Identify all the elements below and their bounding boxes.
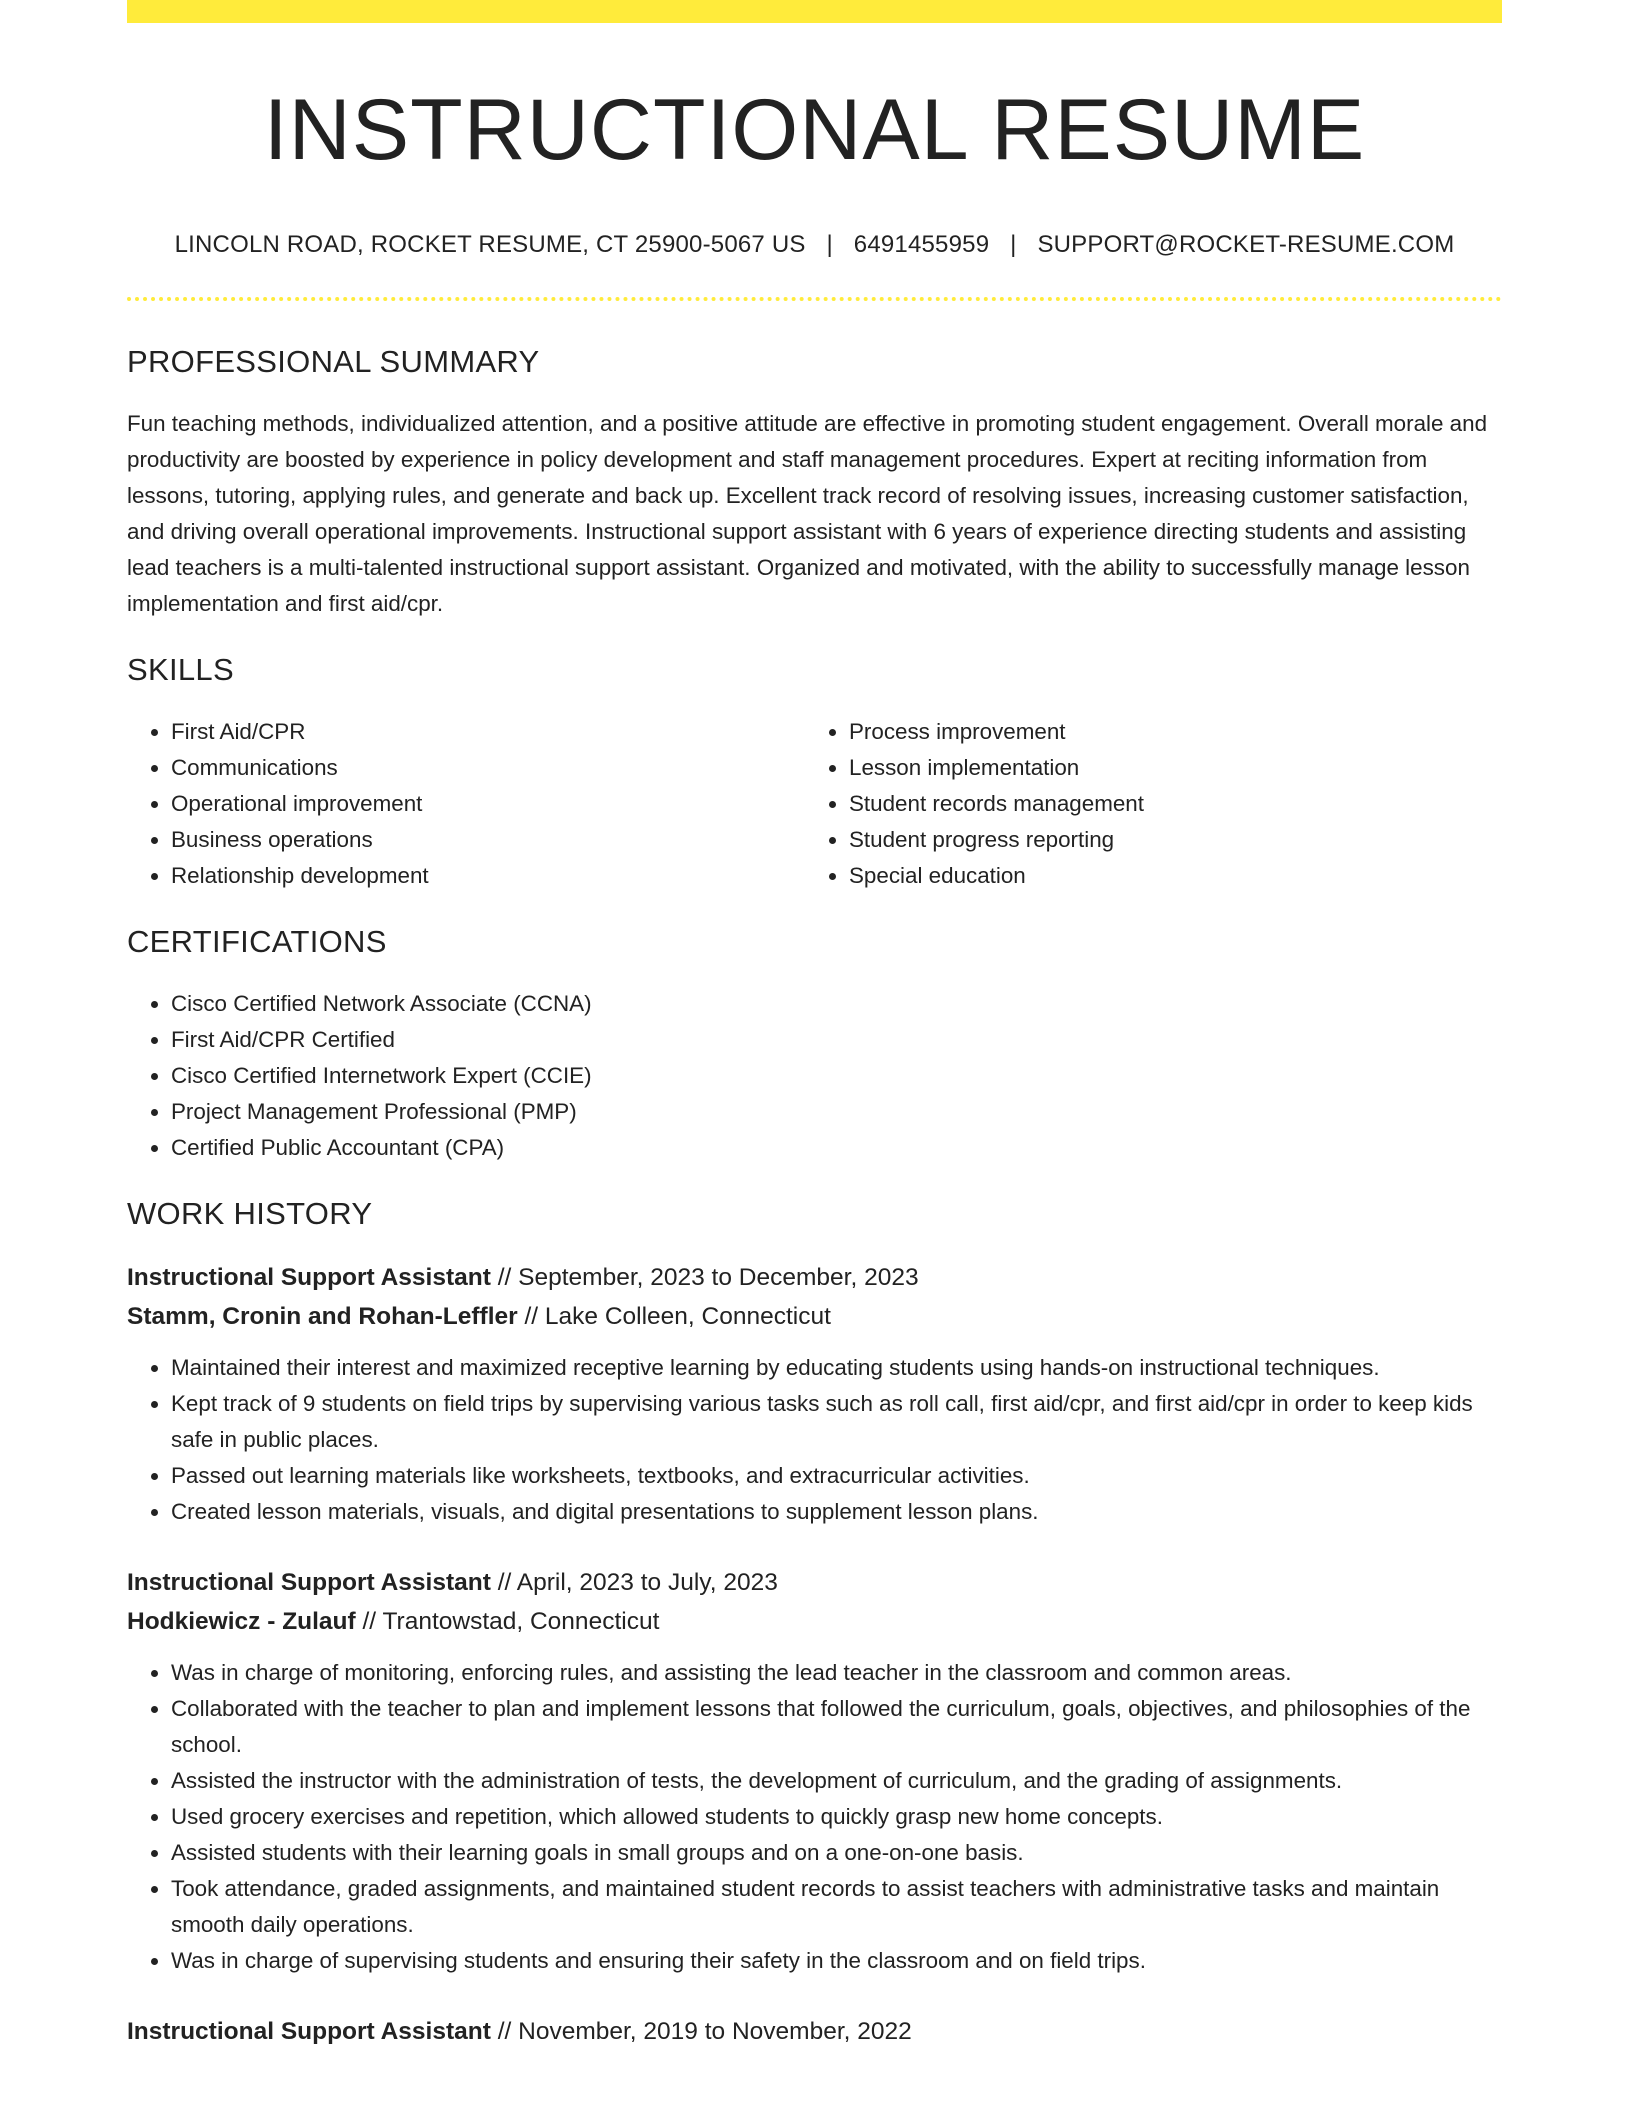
job-dates: // April, 2023 to July, 2023: [497, 1569, 778, 1596]
job-bullet: • Collaborated with the teacher to plan and implement lessons that followed the curriculum, goals, objectives, and philosophies of the school.: [171, 1691, 1502, 1763]
skills-columns: [127, 714, 1502, 894]
job-bullet: • Was in charge of monitoring, enforcing rules, and assisting the lead teacher in the classroom and common areas.: [171, 1655, 1502, 1691]
job-dates: // September, 2023 to December, 2023: [497, 1264, 919, 1291]
job-title: Instructional Support Assistant: [127, 1569, 491, 1596]
skill-item: • Communications: [171, 750, 805, 786]
job-company-line: [127, 1297, 1502, 1336]
dotted-divider: [127, 297, 1502, 301]
contact-address: LINCOLN ROAD, ROCKET RESUME, CT 25900-5067 US: [174, 231, 806, 258]
job-bullet: • Kept track of 9 students on field trips by supervising various tasks such as roll call, first aid/cpr, and first aid/cpr in order to keep kids safe in public places.: [171, 1386, 1502, 1458]
skill-item: • Business operations: [171, 822, 805, 858]
skill-item: • Process improvement: [849, 714, 1483, 750]
certification-item: • Cisco Certified Internetwork Expert (CCIE): [171, 1058, 1502, 1094]
summary-text: Fun teaching methods, individualized attention, and a positive attitude are effective in promoting student engagement. Overall morale and productivity are boosted by experience in policy development and staff management procedures. Expert at reciting information from lessons, tutoring, applying rules, and generate and back up. Excellent track record of resolving issues, increasing customer satisfaction, and driving overall operational improvements. Instructional support assistant with 6 years of experience directing students and assisting lead teachers is a multi-talented instructional support assistant. Organized and motivated, with the ability to successfully manage lesson implementation and first aid/cpr.: [127, 411, 1488, 616]
skill-item: • Relationship development: [171, 858, 805, 894]
job-bullet: • Was in charge of supervising students and ensuring their safety in the classroom and on field trips.: [171, 1943, 1502, 1979]
job-company-line: [127, 1602, 1502, 1641]
certification-item: • First Aid/CPR Certified: [171, 1022, 1502, 1058]
job-company: Hodkiewicz - Zulauf: [127, 1608, 356, 1635]
job-title-line: [127, 1258, 1502, 1297]
skill-item: • First Aid/CPR: [171, 714, 805, 750]
job-title: Instructional Support Assistant: [127, 2018, 491, 2045]
certification-item: • Certified Public Accountant (CPA): [171, 1130, 1502, 1166]
certifications-list: [127, 986, 1502, 1166]
resume-content: [127, 0, 1502, 2051]
skills-list-right: [805, 714, 1483, 894]
job-bullet: • Maintained their interest and maximized receptive learning by educating students using hands-on instructional techniques.: [171, 1350, 1502, 1386]
skill-item: • Student progress reporting: [849, 822, 1483, 858]
contact-phone: 6491455959: [853, 231, 990, 258]
job-location: // Lake Colleen, Connecticut: [524, 1303, 831, 1330]
job-title-line: [127, 2012, 1502, 2051]
contact-separator: |: [826, 231, 833, 258]
job-title: Instructional Support Assistant: [127, 1264, 491, 1291]
job-bullets: [127, 1350, 1502, 1530]
job-bullets: [127, 1655, 1502, 1979]
job-bullet: • Used grocery exercises and repetition, which allowed students to quickly grasp new home concepts.: [171, 1799, 1502, 1835]
skills-list-left: [127, 714, 805, 894]
skills-heading: SKILLS: [127, 652, 234, 687]
skill-item: • Special education: [849, 858, 1483, 894]
job-dates: // November, 2019 to November, 2022: [497, 2018, 912, 2045]
certification-item: • Project Management Professional (PMP): [171, 1094, 1502, 1130]
contact-email: SUPPORT@ROCKET-RESUME.COM: [1037, 231, 1455, 258]
skill-item: • Lesson implementation: [849, 750, 1483, 786]
job-bullet: • Took attendance, graded assignments, and maintained student records to assist teachers with administrative tasks and maintain smooth daily operations.: [171, 1871, 1502, 1943]
resume-name: INSTRUCTIONAL RESUME: [263, 82, 1366, 178]
job-location: // Trantowstad, Connecticut: [362, 1608, 660, 1635]
job-title-line: [127, 1563, 1502, 1602]
job-company: Stamm, Cronin and Rohan-Leffler: [127, 1303, 518, 1330]
job-bullet: • Assisted students with their learning goals in small groups and on a one-on-one basis.: [171, 1835, 1502, 1871]
job-bullet: • Created lesson materials, visuals, and digital presentations to supplement lesson plans.: [171, 1494, 1502, 1530]
contact-line: [127, 230, 1502, 260]
skills-left-column: [127, 714, 805, 894]
skills-right-column: [805, 714, 1483, 894]
skill-item: • Student records management: [849, 786, 1483, 822]
certifications-heading: CERTIFICATIONS: [127, 924, 387, 959]
certification-item: • Cisco Certified Network Associate (CCNA): [171, 986, 1502, 1022]
job-bullet: • Passed out learning materials like worksheets, textbooks, and extracurricular activities.: [171, 1458, 1502, 1494]
job-bullet: • Assisted the instructor with the administration of tests, the development of curriculum, and the grading of assignments.: [171, 1763, 1502, 1799]
work-history-heading: WORK HISTORY: [127, 1196, 373, 1231]
contact-separator: |: [1010, 231, 1017, 258]
skill-item: • Operational improvement: [171, 786, 805, 822]
summary-heading: PROFESSIONAL SUMMARY: [127, 344, 540, 379]
